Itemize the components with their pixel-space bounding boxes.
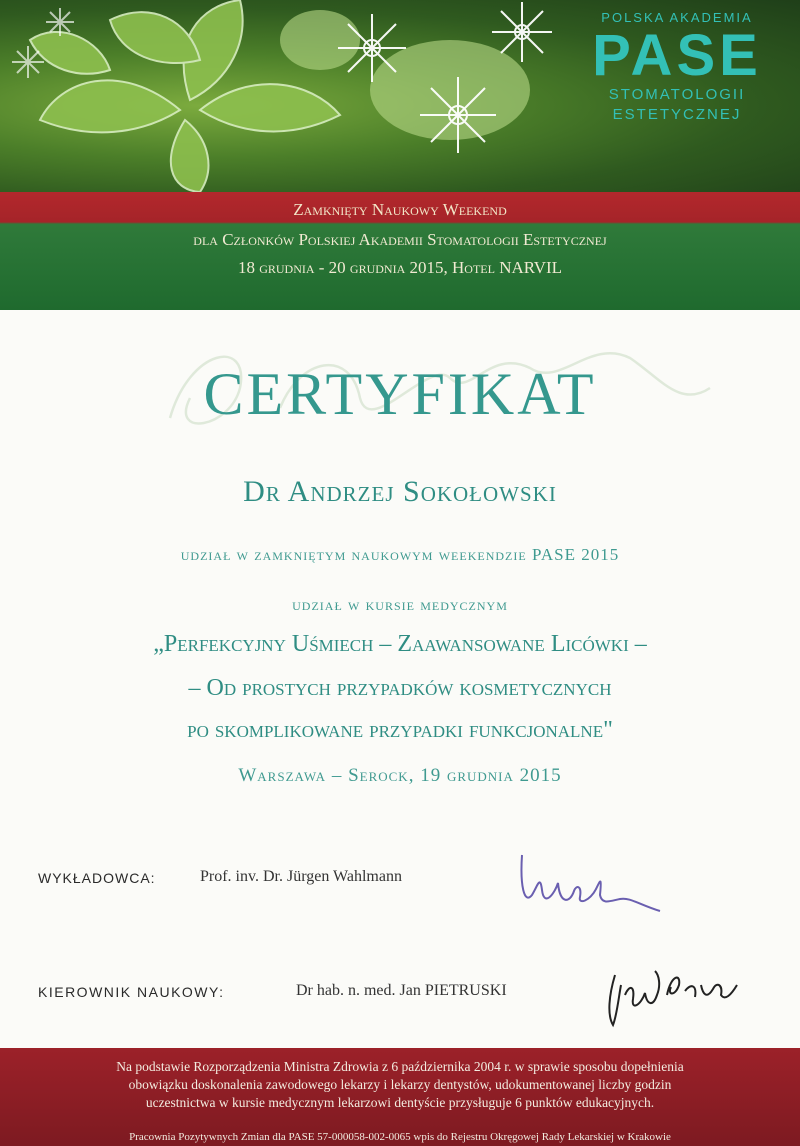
- footer-line-3: uczestnictwa w kursie medycznym lekarzowi dentyście przysługuje 6 punktów edukacyjnych.: [145, 1095, 655, 1110]
- scientific-head-signature: [595, 955, 745, 1035]
- logo-line-3: STOMATOLOGII: [608, 86, 746, 103]
- legal-footer: [0, 1048, 800, 1146]
- pase-logo: [582, 10, 772, 125]
- header-nettle-image: [0, 0, 800, 192]
- logo-line-4: ESTETYCZNEJ: [612, 106, 742, 123]
- scientific-head-name: Dr hab. n. med. Jan PIETRUSKI: [296, 982, 507, 999]
- logo-wordmark: PASE: [592, 23, 762, 88]
- recipient-name: Dr Andrzej Sokołowski: [243, 475, 557, 508]
- course-title-line-3: po skomplikowane przypadki funkcjonalne": [187, 717, 613, 743]
- footer-line-2: obowiązku doskonalenia zawodowego lekarzy i lekarzy dentystów, udokumentowanej liczby godzin: [128, 1077, 672, 1092]
- lecturer-name: Prof. inv. Dr. Jürgen Wahlmann: [200, 868, 402, 885]
- lecturer-signature: [510, 845, 670, 925]
- event-banner: [0, 192, 800, 310]
- lecturer-label: WYKŁADOWCA:: [38, 870, 156, 886]
- place-and-date: Warszawa – Serock, 19 grudnia 2015: [238, 765, 562, 786]
- course-intro: udział w kursie medycznym: [292, 595, 508, 614]
- course-title-line-1: „Perfekcyjny Uśmiech – Zaawansowane Licówki –: [153, 631, 647, 657]
- footer-line-1: Na podstawie Rozporządzenia Ministra Zdrowia z 6 października 2004 r. w sprawie sposobu dopełnienia: [116, 1059, 684, 1074]
- certificate-title: CERTYFIKAT: [203, 361, 597, 427]
- scientific-head-label: KIEROWNIK NAUKOWY:: [38, 984, 225, 1000]
- logo-line-1: POLSKA AKADEMIA: [601, 10, 753, 25]
- event-title: Zamknięty Naukowy Weekend: [293, 200, 507, 219]
- event-dates-venue: 18 grudnia - 20 grudnia 2015, Hotel NARVIL: [237, 258, 563, 277]
- footer-registry-note: Pracownia Pozytywnych Zmian dla PASE 57-000058-002-0065 wpis do Rejestru Okręgowej Rady Lekarskiej w Krakowie: [129, 1131, 671, 1143]
- course-title-line-2: – Od prostych przypadków kosmetycznych: [188, 675, 612, 701]
- participation-statement: udział w zamkniętym naukowym weekendzie PASE 2015: [180, 545, 620, 564]
- event-audience: dla Członków Polskiej Akademii Stomatologii Estetycznej: [193, 230, 607, 249]
